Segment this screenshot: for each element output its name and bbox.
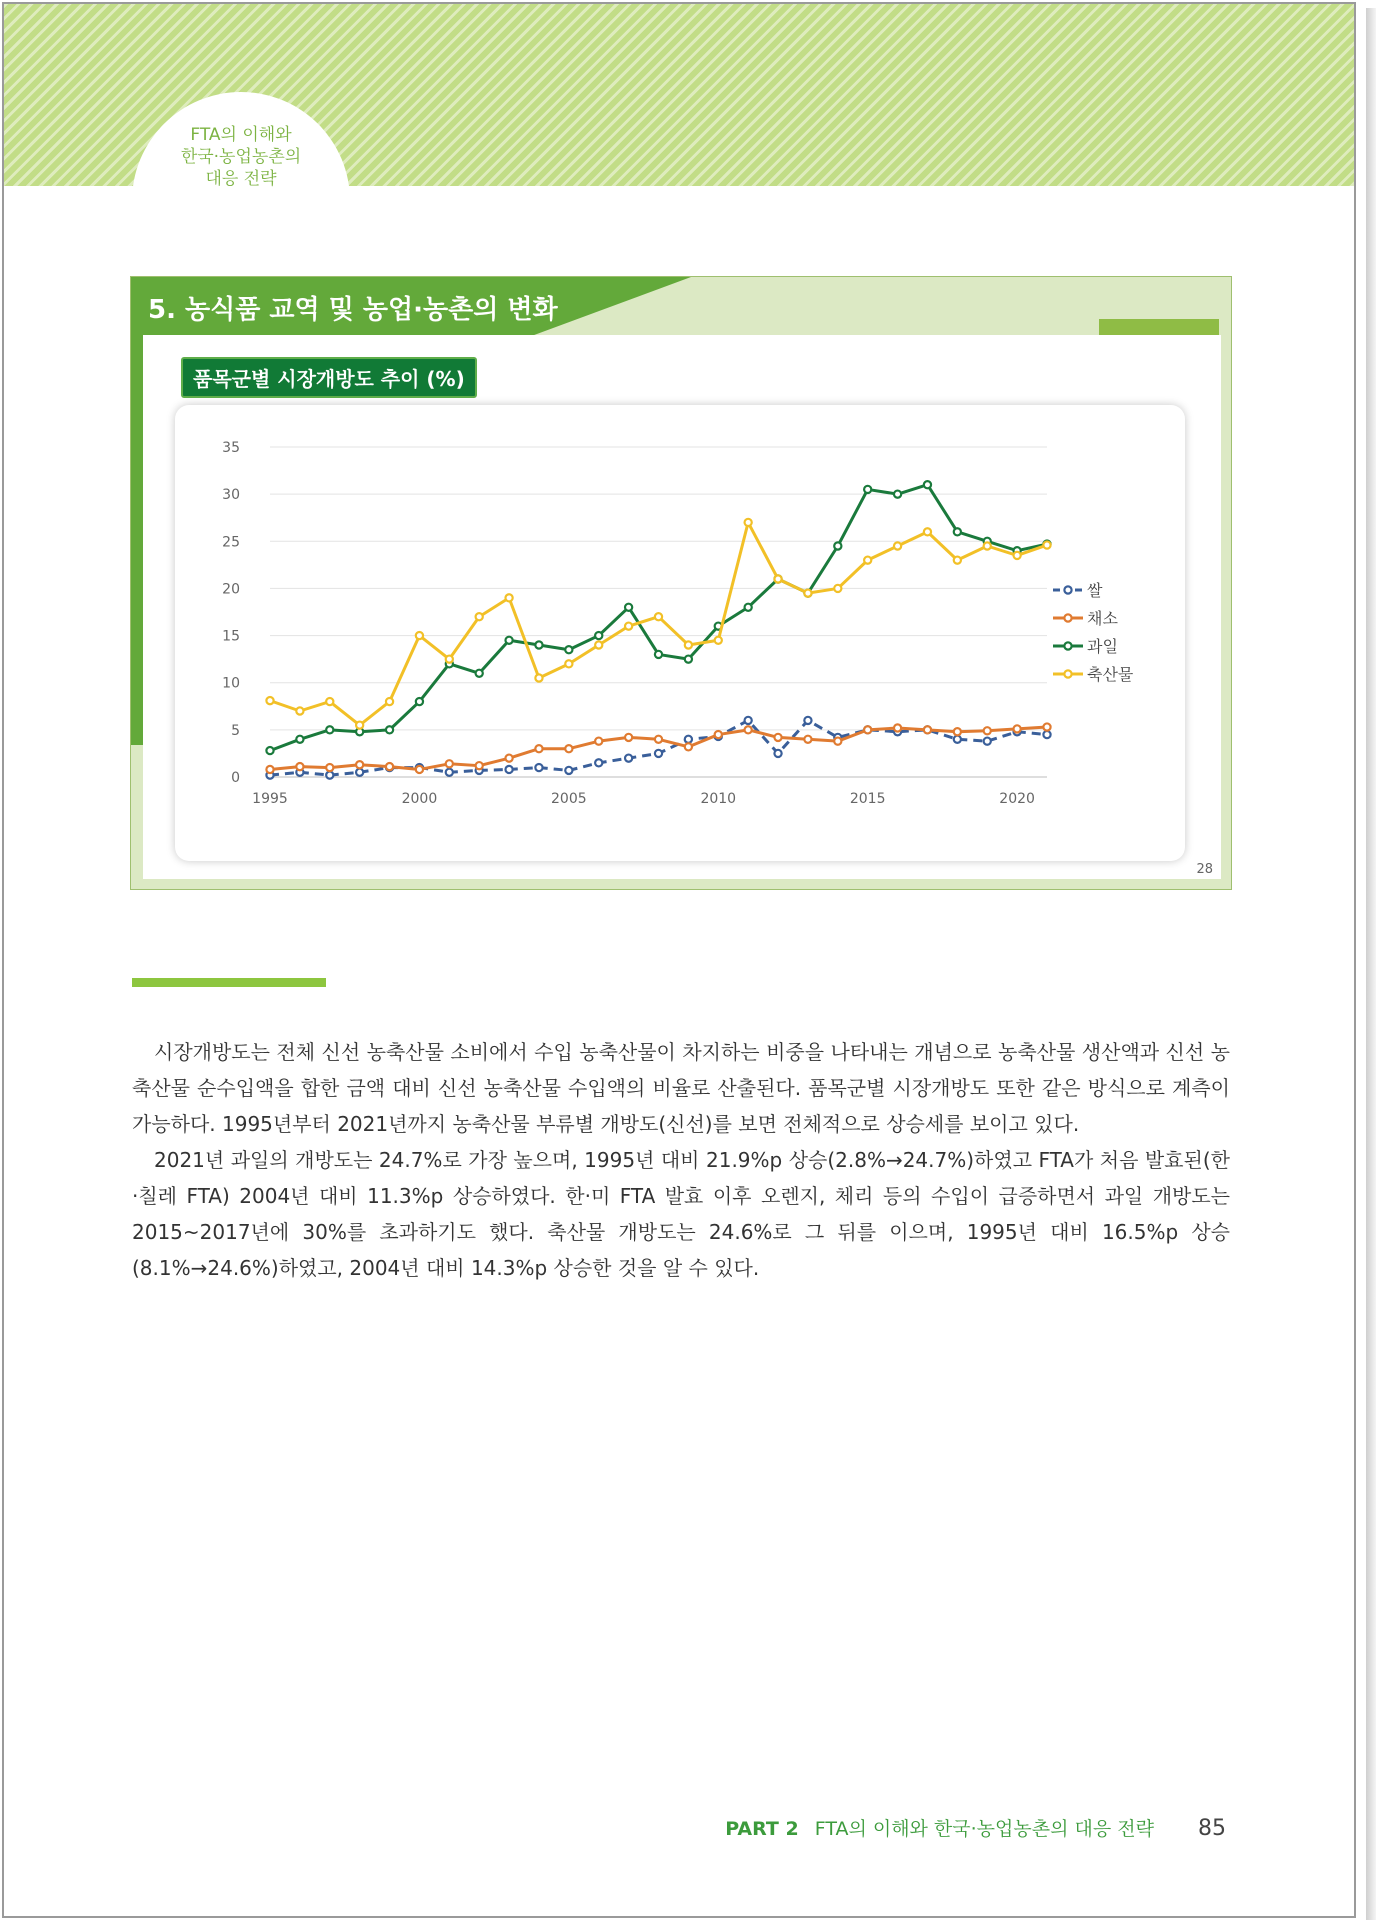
page [2, 2, 1356, 1918]
data-point [266, 766, 273, 773]
data-point [864, 557, 871, 564]
data-point [296, 736, 303, 743]
y-tick-label: 5 [231, 722, 240, 739]
data-point [1043, 723, 1050, 730]
data-point [565, 767, 572, 774]
data-point [984, 542, 991, 549]
data-point [326, 698, 333, 705]
section-divider [132, 978, 326, 987]
slide-side-accent [131, 335, 143, 745]
legend-label-3: 과일 [1087, 637, 1118, 656]
chapter-badge [132, 92, 350, 232]
y-tick-label: 25 [222, 534, 240, 551]
page-edge-shadow [1366, 8, 1376, 1920]
data-point [745, 519, 752, 526]
x-tick-label: 2005 [551, 791, 587, 807]
chart-card [175, 405, 1185, 861]
data-point [894, 491, 901, 498]
data-point [804, 736, 811, 743]
data-point [1014, 725, 1021, 732]
data-point [625, 755, 632, 762]
data-point [864, 486, 871, 493]
data-point [954, 728, 961, 735]
data-point [266, 697, 273, 704]
data-point [834, 738, 841, 745]
data-point [834, 585, 841, 592]
data-point [505, 637, 512, 644]
data-point [565, 646, 572, 653]
data-point [655, 736, 662, 743]
data-point [745, 726, 752, 733]
line-chart [175, 405, 1185, 861]
data-point [446, 760, 453, 767]
data-point [625, 734, 632, 741]
data-point [894, 542, 901, 549]
data-point [356, 761, 363, 768]
data-point [416, 766, 423, 773]
data-point [386, 763, 393, 770]
data-point [1014, 552, 1021, 559]
data-point [476, 670, 483, 677]
data-point [296, 707, 303, 714]
data-point [505, 766, 512, 773]
data-point [924, 528, 931, 535]
data-point [416, 632, 423, 639]
data-point [296, 763, 303, 770]
legend-marker-2 [1064, 614, 1071, 621]
data-point [446, 769, 453, 776]
x-tick-label: 1995 [252, 791, 288, 807]
data-point [595, 759, 602, 766]
footer-page-number: 85 [1198, 1816, 1226, 1841]
legend-label-2: 채소 [1087, 609, 1118, 628]
data-point [535, 745, 542, 752]
data-point [894, 724, 901, 731]
data-point [715, 731, 722, 738]
data-point [984, 738, 991, 745]
data-point [685, 656, 692, 663]
series-line-4 [270, 522, 1047, 725]
data-point [266, 747, 273, 754]
legend-marker-1 [1064, 586, 1071, 593]
slide-title: 5. 농식품 교역 및 농업·농촌의 변화 [148, 295, 558, 325]
body-text [132, 1034, 1230, 1286]
data-point [595, 738, 602, 745]
data-point [625, 604, 632, 611]
data-point [745, 604, 752, 611]
data-point [715, 637, 722, 644]
data-point [804, 717, 811, 724]
data-point [386, 726, 393, 733]
data-point [386, 698, 393, 705]
data-point [1043, 541, 1050, 548]
x-tick-label: 2015 [849, 791, 886, 807]
data-point [446, 656, 453, 663]
data-point [505, 755, 512, 762]
paragraph-1: 시장개방도는 전체 신선 농축산물 소비에서 수입 농축산물이 차지하는 비중을 나타내는 개념으로 농축산물 생산액과 신선 농축산물 순수입액을 합한 금액 대비 신선 농축산물 수입액의 비율로 산출된다. 품목군별 시장개방도 또한 같은 방식으로 계측이 가능하다. 1995년부터 2021년까지 농축산물 부류별 개방도(신선)를 보면 전체적으로 상승세를 보이고 있다. [132, 1040, 1230, 1136]
data-point [804, 590, 811, 597]
data-point [924, 726, 931, 733]
data-point [984, 727, 991, 734]
data-point [954, 557, 961, 564]
paragraph-2: 2021년 과일의 개방도는 24.7%로 가장 높으며, 1995년 대비 21.9%p 상승(2.8%→24.7%)하였고 FTA가 처음 발효된(한·칠레 FTA) 2004년 대비 11.3%p 상승하였다. 한·미 FTA 발효 이후 오렌지, 체리 등의 수입이 급증하면서 과일 개방도는 2015~2017년에 30%를 초과하기도 했다. 축산물 개방도는 24.6%로 그 뒤를 이으며, 1995년 대비 16.5%p 상승(8.1%→24.6%)하였고, 2004년 대비 14.3%p 상승한 것을 알 수 있다. [132, 1148, 1230, 1280]
data-point [685, 736, 692, 743]
data-point [326, 764, 333, 771]
x-tick-label: 2020 [999, 791, 1035, 807]
y-tick-label: 20 [222, 581, 240, 598]
legend-label-4: 축산물 [1087, 665, 1134, 684]
data-point [565, 660, 572, 667]
x-tick-label: 2010 [700, 791, 737, 807]
chart-title-label: 품목군별 시장개방도 추이 (%) [181, 357, 477, 398]
data-point [356, 769, 363, 776]
slide-page-number: 28 [1196, 862, 1213, 877]
data-point [595, 632, 602, 639]
data-point [774, 750, 781, 757]
data-point [505, 594, 512, 601]
data-point [954, 736, 961, 743]
data-point [1043, 731, 1050, 738]
footer-title: FTA의 이해와 한국·농업농촌의 대응 전략 [814, 1818, 1154, 1840]
page-footer [725, 1814, 1226, 1841]
chapter-badge-line-1: FTA의 이해와 [190, 125, 292, 145]
legend-marker-3 [1064, 642, 1071, 649]
y-tick-label: 35 [222, 440, 240, 456]
chapter-badge-line-2: 한국·농업농촌의 [180, 147, 302, 167]
data-point [685, 743, 692, 750]
data-point [356, 722, 363, 729]
data-point [476, 613, 483, 620]
data-point [595, 641, 602, 648]
x-tick-label: 2000 [401, 791, 438, 807]
data-point [535, 764, 542, 771]
data-point [745, 717, 752, 724]
data-point [834, 542, 841, 549]
data-point [326, 772, 333, 779]
data-point [565, 745, 572, 752]
data-point [924, 481, 931, 488]
slide-figure [130, 276, 1232, 890]
data-point [535, 641, 542, 648]
data-point [655, 651, 662, 658]
y-tick-label: 15 [222, 628, 240, 645]
data-point [655, 750, 662, 757]
data-point [326, 726, 333, 733]
data-point [535, 674, 542, 681]
data-point [685, 641, 692, 648]
data-point [625, 623, 632, 630]
data-point [655, 613, 662, 620]
data-point [954, 528, 961, 535]
data-point [864, 726, 871, 733]
legend-label-1: 쌀 [1087, 581, 1103, 600]
chapter-badge-line-3: 대응 전략 [205, 169, 277, 189]
y-tick-label: 0 [231, 770, 240, 786]
data-point [774, 575, 781, 582]
y-tick-label: 30 [222, 487, 240, 504]
legend-marker-4 [1064, 670, 1071, 677]
data-point [476, 762, 483, 769]
data-point [416, 698, 423, 705]
footer-part: PART 2 [725, 1818, 799, 1840]
data-point [774, 734, 781, 741]
y-tick-label: 10 [222, 675, 240, 692]
